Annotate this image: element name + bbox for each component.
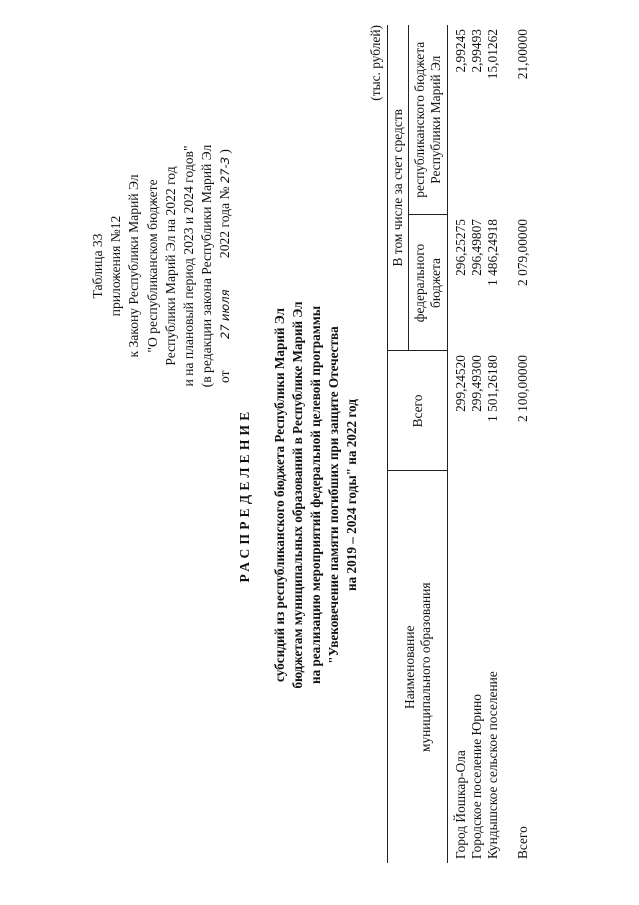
municipality-name: Кундышское сельское поселение [485, 671, 500, 859]
header-total: Всего [388, 351, 448, 471]
title-line: на 2019 – 2024 годы" на 2022 год [344, 399, 360, 591]
stamp-line: "О республиканском бюджете [144, 179, 160, 353]
units-label: (тыс. рублей) [368, 25, 383, 101]
header-federal: федерального бюджета [409, 215, 448, 351]
title-line: "Увековечение памяти погибших при защите Отечества [326, 326, 342, 664]
federal-cell: 1 486,24918 [485, 219, 500, 286]
header-republic-line: республиканского бюджета [412, 41, 427, 198]
date-month: июля [218, 289, 233, 321]
header-municipality [388, 471, 448, 863]
table-row [469, 25, 485, 863]
document-heading: РАСПРЕДЕЛЕНИЕ [237, 407, 252, 583]
appendix-stamp [89, 121, 235, 411]
stamp-line: к Закону Республики Марий Эл [126, 174, 142, 358]
header-republic-line: Республики Марий Эл [428, 55, 443, 184]
stamp-line: приложения №12 [108, 215, 124, 317]
total-row [501, 25, 531, 863]
total-cell: 299,49300 [469, 355, 484, 412]
municipality-name: Городское поселение Юрино [469, 694, 484, 859]
date-day: 27 [218, 324, 233, 339]
total-cell: 299,24520 [453, 355, 468, 412]
stamp-line: Таблица 33 [90, 233, 105, 299]
stamp-line: и на плановый период 2023 и 2024 годов" [181, 145, 197, 387]
table-row [448, 25, 470, 863]
republic-total-cell: 21,00000 [515, 29, 530, 80]
grand-total-cell: 2 100,00000 [515, 355, 530, 422]
table-row [485, 25, 501, 863]
header-group: В том числе за счет средств [388, 25, 409, 351]
title-line: на реализацию мероприятий федеральной целевой программы [308, 306, 324, 685]
federal-cell: 296,49807 [469, 219, 484, 276]
title-line: бюджетам муниципальных образований в Республике Марий Эл [290, 301, 306, 689]
law-number: 27-З [218, 156, 233, 184]
municipality-name: Город Йошкар-Ола [453, 750, 468, 859]
stamp-line: (в редакции закона Республики Марий Эл [199, 144, 215, 388]
header-republic [409, 25, 448, 215]
date-prefix: от [217, 370, 233, 383]
date-year: 2022 года № [217, 186, 233, 259]
subsidy-table [387, 25, 531, 863]
republic-cell: 2,99493 [469, 29, 484, 73]
federal-cell: 296,25275 [453, 219, 468, 276]
document-title-block [236, 165, 362, 825]
republic-cell: 2,99245 [453, 29, 468, 73]
total-row-label: Всего [515, 826, 530, 859]
total-cell: 1 501,26180 [485, 355, 500, 422]
federal-total-cell: 2 079,00000 [515, 219, 530, 286]
header-municipality-line: муниципального образования [417, 582, 433, 753]
title-line: субсидий из республиканского бюджета Республики Марий Эл [272, 308, 288, 682]
amendment-date-line [216, 121, 234, 411]
stamp-line: Республики Марий Эл на 2022 год [162, 166, 178, 366]
republic-cell: 15,01262 [485, 29, 500, 80]
date-suffix: ) [217, 149, 233, 154]
header-municipality-line: Наименование [401, 625, 417, 709]
